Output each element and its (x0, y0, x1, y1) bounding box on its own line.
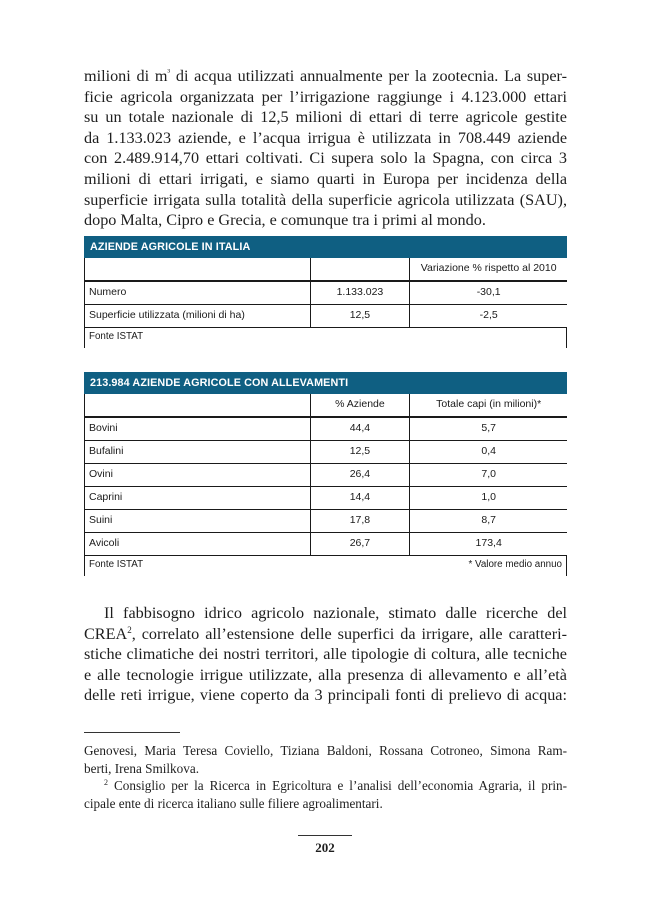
footnote-ref-2: 2 (127, 624, 132, 635)
footnote-line: berti, Irena Smilkova. (84, 760, 199, 776)
table-source-row (85, 556, 567, 576)
table-note: * Valore medio annuo (468, 559, 562, 570)
table-cell: 1,0 (481, 491, 496, 503)
footnotes (84, 742, 567, 812)
intro-paragraph (84, 66, 567, 231)
paragraph-line: milioni di ettari irrigati, e siamo quarti in Europa per incidenza della (84, 169, 567, 188)
table-cell: Superficie utilizzata (milioni di ha) (85, 305, 311, 327)
table-aziende-allevamenti (84, 372, 567, 576)
page-number: 202 (315, 840, 335, 855)
table-cell: 12,5 (311, 441, 411, 463)
table-row (85, 464, 567, 487)
table-cell: 26,7 (311, 533, 411, 555)
footnote-line: $^2$ Consiglio per la Ricerca in Egricoltura e l’analisi dell’economia Agraria, il prin- (104, 778, 567, 793)
paragraph-line: delle reti irrigue, viene coperto da 3 principali fonti di prelievo di acqua: (84, 686, 567, 705)
table-row (85, 417, 567, 441)
paragraph-line: dopo Malta, Cipro e Grecia, e comunque tra i primi al mondo. (84, 211, 486, 230)
table-cell: 44,4 (311, 418, 411, 440)
table-header-row (85, 394, 567, 417)
paragraph-line: CREA$^2$, correlato all’estensione delle superfici da irrigare, alle caratteri- (84, 624, 567, 643)
table-cell: 0,4 (481, 445, 496, 457)
footnote-marker: 2 (104, 778, 108, 787)
table-source: Fonte ISTAT (89, 331, 144, 342)
table-cell: -30,1 (476, 286, 501, 298)
table-cell: -2,5 (479, 309, 498, 321)
table-cell: 8,7 (481, 514, 496, 526)
footnote-line: Genovesi, Maria Teresa Coviello, Tiziana Baldoni, Rossana Cotroneo, Simona Ram- (84, 743, 567, 758)
table-cell: 26,4 (311, 464, 411, 486)
table-cell: Suini (85, 510, 311, 532)
table-row (85, 510, 567, 533)
table-row (85, 281, 567, 305)
table-row (85, 305, 567, 328)
paragraph-line: da 1.133.023 aziende, e l’acqua irrigua è utilizzata in 708.449 aziende (84, 128, 567, 147)
table-row (85, 441, 567, 464)
table-header-cell (85, 394, 311, 416)
table-cell: 7,0 (481, 468, 496, 480)
table-cell: Bovini (85, 418, 311, 440)
table-source: Fonte ISTAT (89, 559, 144, 570)
table-source-row (85, 328, 567, 348)
paragraph-line: milioni di $m^{^3}$ di acqua utilizzati annualmente per la zootecnia. La super- (84, 67, 568, 85)
table-header-cell: % Aziende (311, 394, 411, 416)
paragraph-line: superficie irrigata sulla totalità della superficie agricola utilizzata (SAU), (84, 190, 567, 209)
table-cell: Avicoli (85, 533, 311, 555)
paragraph-line: stiche climatiche dei nostri territori, alle tipologie di coltura, alle tecniche (84, 645, 567, 664)
page-number-rule (298, 835, 352, 836)
table-header-cell (85, 258, 311, 280)
table-cell: 12,5 (311, 305, 411, 327)
table-row (85, 533, 567, 556)
table-title: 213.984 AZIENDE AGRICOLE CON ALLEVAMENTI (84, 372, 567, 394)
superscript-3: ³ (167, 67, 171, 77)
paragraph-line: e alle tecnologie irrigue utilizzate, alla presenza di allevamento e all’età (84, 665, 567, 684)
table-header-cell (311, 258, 411, 280)
table-cell: Bufalini (85, 441, 311, 463)
table-header-cell: Variazione % rispetto al 2010 (420, 262, 557, 274)
table-title: AZIENDE AGRICOLE IN ITALIA (84, 236, 567, 258)
footnote-divider (84, 732, 180, 733)
table-cell: Ovini (85, 464, 311, 486)
table-cell: 14,4 (311, 487, 411, 509)
paragraph-line: con 2.489.914,70 ettari coltivati. Ci supera solo la Spagna, con circa 3 (84, 149, 567, 168)
paragraph-line: Il fabbisogno idrico agricolo nazionale, stimato dalle ricerche del (104, 604, 567, 622)
table-cell: 1.133.023 (311, 282, 411, 304)
table-row (85, 487, 567, 510)
table-header-row (85, 258, 567, 281)
table-aziende-agricole (84, 236, 567, 348)
table-header-cell: Totale capi (in milioni)* (436, 398, 542, 410)
paragraph-line: ficie agricola organizzata per l’irrigazione raggiunge i 4.123.000 ettari (84, 87, 567, 106)
table-cell: 17,8 (311, 510, 411, 532)
table-cell: 5,7 (481, 422, 496, 434)
table-cell: Caprini (85, 487, 311, 509)
paragraph-line: su un totale nazionale di 12,5 milioni di ettari di terre agricole gestite (84, 108, 567, 127)
second-paragraph (84, 603, 567, 706)
table-cell: Numero (85, 282, 311, 304)
footnote-line: cipale ente di ricerca italiano sulle filiere agroalimentari. (84, 795, 383, 811)
table-cell: 173,4 (475, 537, 502, 549)
